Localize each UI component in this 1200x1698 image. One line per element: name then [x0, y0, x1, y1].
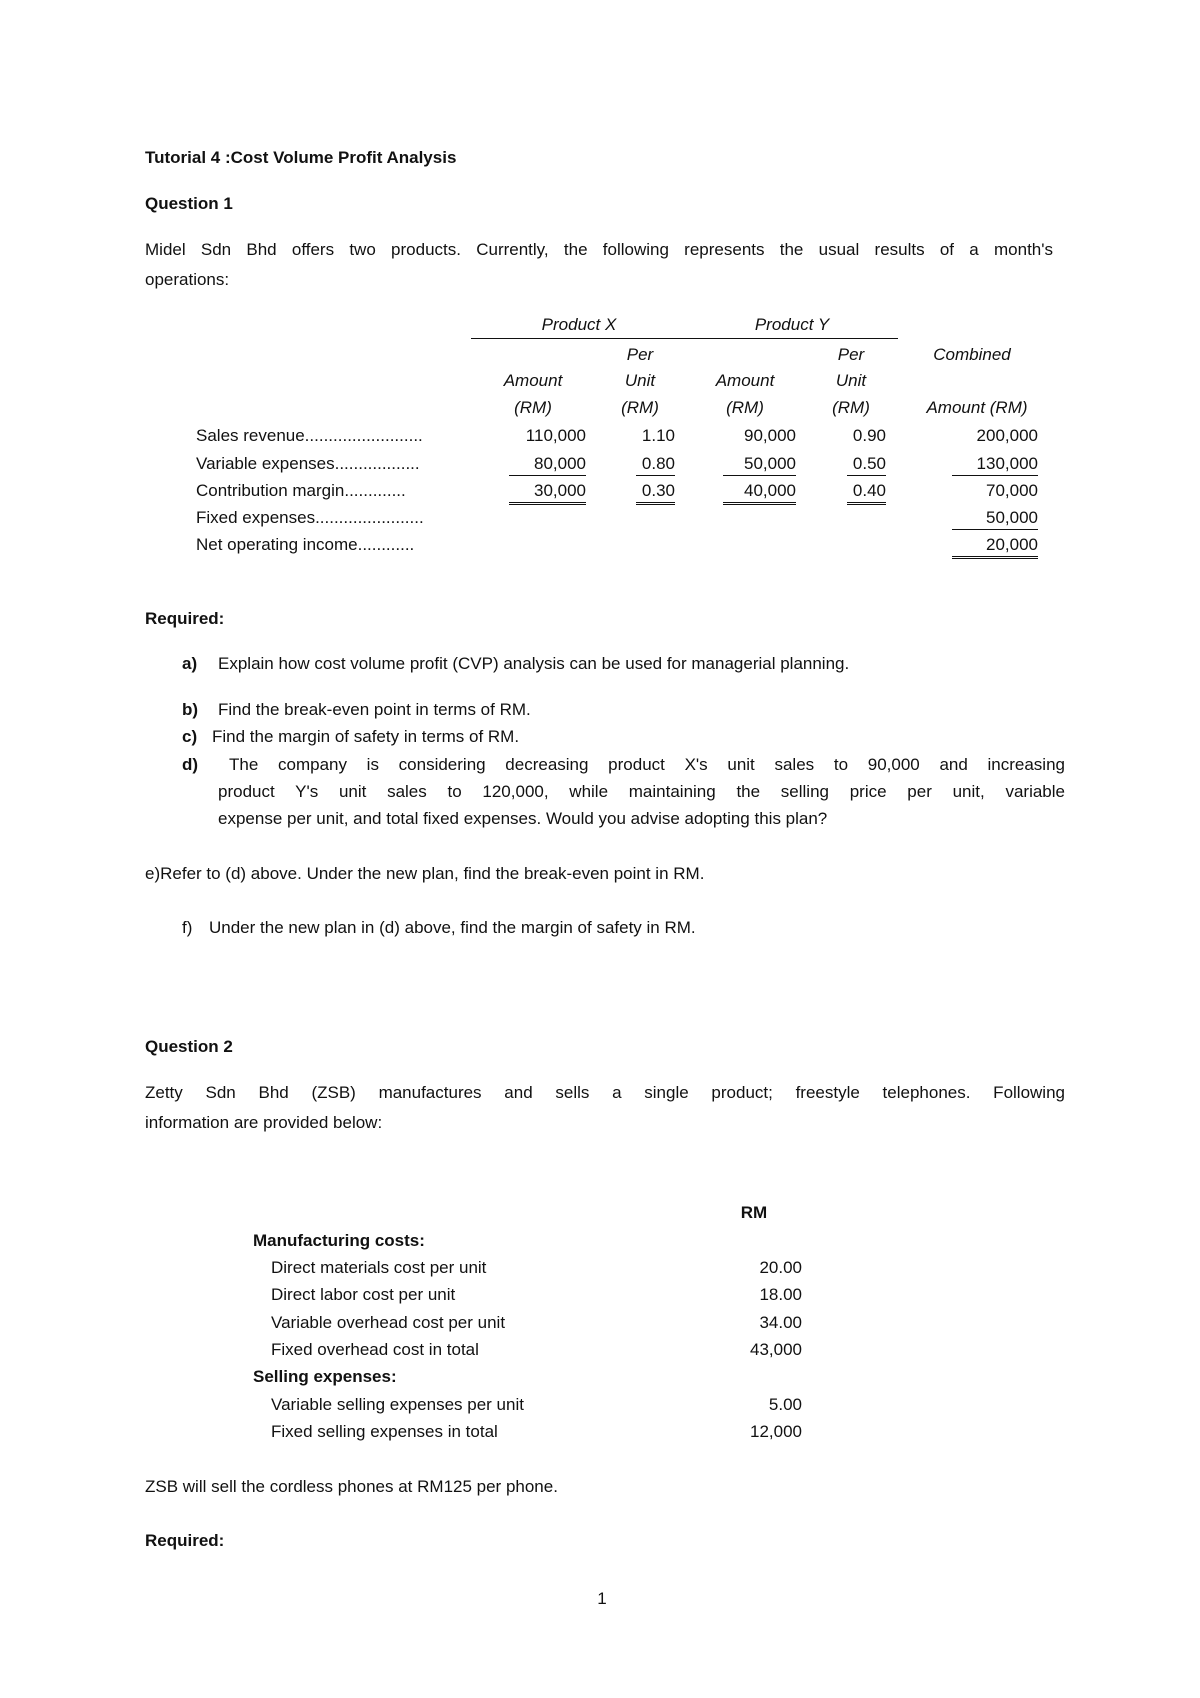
page-number: 1	[597, 1589, 607, 1608]
selling-heading: Selling expenses:	[253, 1367, 397, 1387]
table-cell: 50,000	[952, 507, 1038, 530]
price-note: ZSB will sell the cordless phones at RM125 per phone.	[145, 1477, 558, 1496]
item-marker: d)	[182, 755, 199, 774]
cost-label: Variable overhead cost per unit	[271, 1312, 506, 1332]
cost-label: Direct materials cost per unit	[271, 1258, 487, 1277]
row-label: Sales revenue.........................	[196, 426, 423, 445]
per-label: Per	[837, 345, 865, 364]
rm-label: (RM)	[726, 398, 764, 417]
table-cell: 130,000	[952, 453, 1038, 476]
table-cell: 20,000	[952, 534, 1038, 559]
unit-label: Unit	[624, 371, 656, 390]
item-marker: c)	[182, 727, 198, 746]
amount-label: Amount	[503, 371, 563, 390]
table-cell: 0.80	[636, 453, 675, 476]
cost-value: 43,000	[750, 1339, 802, 1359]
question-e: e)Refer to (d) above. Under the new plan, find the break-even point in RM.	[145, 864, 705, 883]
table-cell: 0.50	[847, 453, 886, 476]
question-d-line1: The company is considering decreasing product X's unit sales to 90,000 and increasing	[229, 755, 1065, 774]
question-d-line3: expense per unit, and total fixed expenses. Would you advise adopting this plan?	[218, 809, 828, 828]
question-f: Under the new plan in (d) above, find the margin of safety in RM.	[209, 918, 696, 937]
q1-intro-line1: Midel Sdn Bhd offers two products. Currently, the following represents the usual results of a month's	[145, 240, 1053, 259]
per-label: Per	[626, 345, 654, 364]
row-label: Contribution margin.............	[196, 481, 406, 500]
item-marker: b)	[182, 700, 199, 719]
amount-label: Amount	[715, 371, 775, 390]
item-marker: f)	[182, 918, 193, 937]
manufacturing-heading: Manufacturing costs:	[253, 1231, 425, 1250]
table-cell: 110,000	[525, 426, 586, 445]
combined-label: Combined	[933, 345, 1011, 364]
rm-header: RM	[740, 1203, 768, 1222]
row-label: Fixed expenses.......................	[196, 508, 424, 527]
table-cell: 1.10	[641, 426, 675, 445]
question-d-line2: product Y's unit sales to 120,000, while maintaining the selling price per unit, variable	[218, 782, 1065, 801]
table-cell: 0.40	[847, 480, 886, 505]
cost-value: 20.00	[759, 1258, 802, 1277]
rm-label: (RM)	[832, 398, 870, 417]
cost-value: 12,000	[750, 1421, 802, 1441]
page-title: Tutorial 4 :Cost Volume Profit Analysis	[145, 148, 457, 167]
question-b: Find the break-even point in terms of RM.	[218, 700, 531, 719]
cost-value: 5.00	[768, 1394, 802, 1414]
cost-label: Direct labor cost per unit	[271, 1285, 456, 1305]
table-cell: 70,000	[986, 481, 1038, 500]
table-cell: 80,000	[509, 453, 586, 476]
table-cell: 30,000	[509, 480, 586, 505]
row-label: Variable expenses..................	[196, 454, 420, 473]
cost-value: 18.00	[759, 1285, 802, 1305]
rm-label: (RM)	[621, 398, 659, 417]
table-cell: 200,000	[976, 426, 1038, 445]
table-cell: 40,000	[723, 480, 796, 505]
question-a: Explain how cost volume profit (CVP) analysis can be used for managerial planning.	[218, 654, 850, 673]
item-marker: a)	[182, 654, 198, 673]
cost-label: Variable selling expenses per unit	[271, 1394, 524, 1414]
row-label: Net operating income............	[196, 535, 415, 554]
cost-value: 34.00	[759, 1312, 802, 1332]
table-cell: 90,000	[744, 426, 796, 445]
product-x-header: Product X	[541, 315, 617, 334]
table-cell: 0.90	[852, 426, 886, 445]
cost-label: Fixed overhead cost in total	[271, 1339, 479, 1359]
rm-label: (RM)	[514, 398, 552, 417]
table-cell: 0.30	[636, 480, 675, 505]
product-y-header: Product Y	[754, 315, 830, 334]
q1-intro-line2: operations:	[145, 270, 230, 289]
required-heading: Required:	[145, 1531, 225, 1550]
question-1-heading: Question 1	[145, 194, 233, 213]
question-c: Find the margin of safety in terms of RM.	[212, 727, 520, 746]
table-cell: 50,000	[723, 453, 796, 476]
required-heading: Required:	[145, 609, 225, 628]
question-2-heading: Question 2	[145, 1037, 233, 1056]
cost-label: Fixed selling expenses in total	[271, 1421, 498, 1441]
unit-label: Unit	[835, 371, 867, 390]
q2-intro-line2: information are provided below:	[145, 1113, 383, 1132]
header-rule	[471, 338, 898, 339]
combined-amount-label: Amount (RM)	[926, 398, 1028, 417]
q2-intro-line1: Zetty Sdn Bhd (ZSB) manufactures and sells a single product; freestyle telephones. Following	[145, 1083, 1065, 1102]
